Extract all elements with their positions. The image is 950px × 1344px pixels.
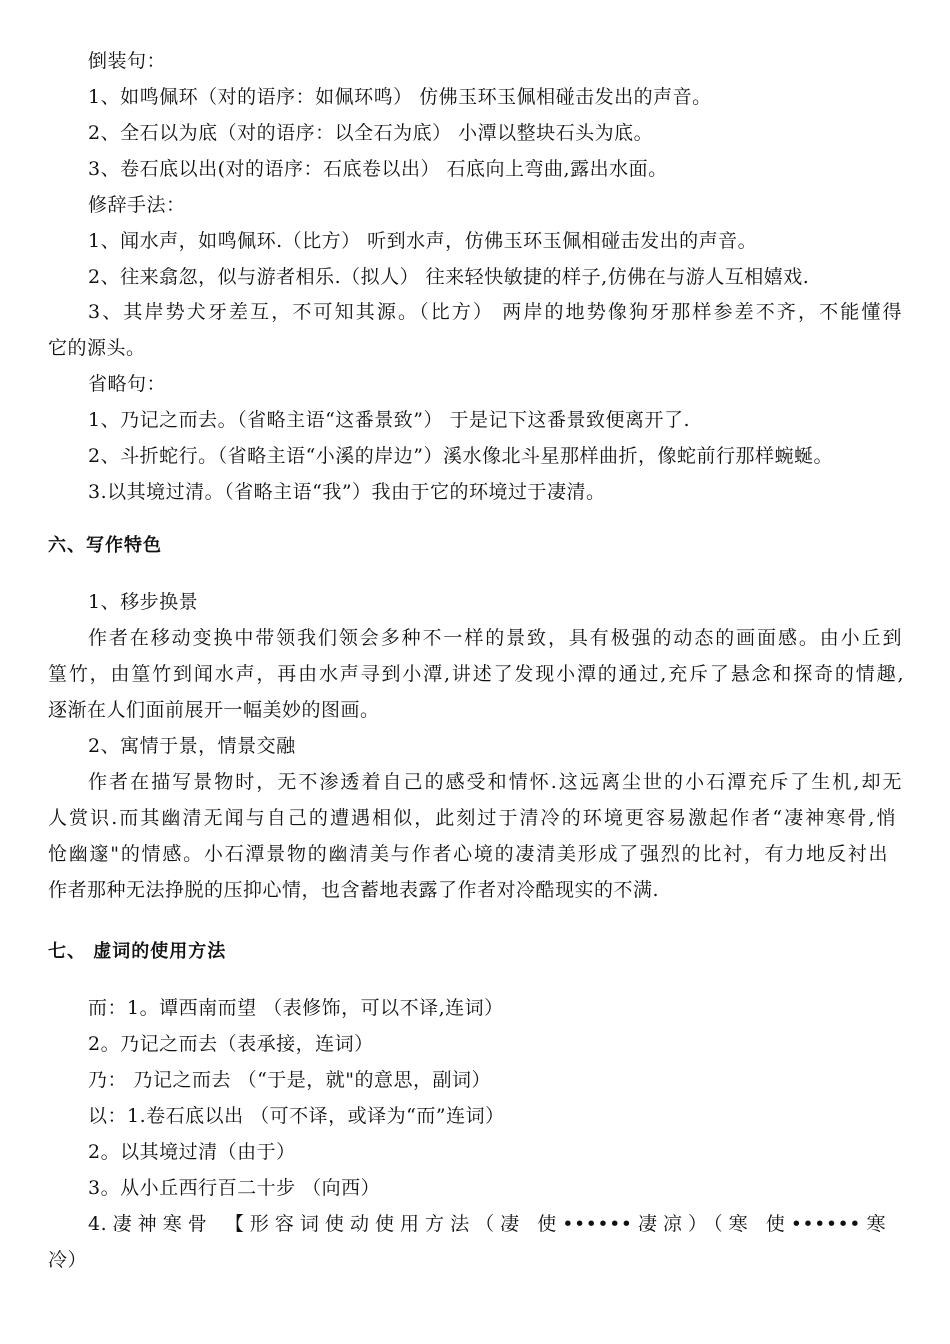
rhetoric-item-1: 1、闻水声，如鸣佩环.（比方） 听到水声，仿佛玉环玉佩相碰击发出的声音。 (88, 230, 758, 252)
function-word-line-5: 2。以其境过清（由于） (88, 1141, 296, 1163)
section-6-sub-1: 1、移步换景 (88, 591, 199, 613)
inversion-item-2: 2、全石以为底（对的语序：以全石为底） 小潭以整块石头为底。 (88, 122, 654, 144)
ellipsis-item-1: 1、乃记之而去。（省略主语“这番景致”） 于是记下这番景致便离开了. (88, 409, 691, 431)
section-6-para-2-line-2: 人赏识.而其幽清无闻与自己的遭遇相似，此刻过于清冷的环境更容易激起作者“凄神寒骨,悄 (48, 807, 896, 829)
rhetoric-item-3-line2: 它的源头。 (48, 337, 146, 359)
function-word-line-1: 而：1。谭西南而望 （表修饰，可以不译,连词） (88, 997, 504, 1019)
inversion-item-1: 1、如鸣佩环（对的语序：如佩环鸣） 仿佛玉环玉佩相碰击发出的声音。 (88, 86, 712, 108)
section-6-para-1-line-3: 逐渐在人们面前展开一幅美妙的图画。 (48, 699, 380, 721)
function-word-line-6: 3。从小丘西行百二十步 （向西） (88, 1177, 381, 1199)
function-word-line-4: 以：1.卷石底以出 （可不译，或译为“而”连词） (88, 1105, 505, 1127)
section-6-para-1-line-2: 篁竹，由篁竹到闻水声，再由水声寻到小潭,讲述了发现小潭的通过,充斥了悬念和探奇的情趣, (48, 663, 904, 685)
function-word-line-7: 4.凄神寒骨 【形容词使动使用方法（凄 使••••••凄凉）（寒 使••••••寒 (88, 1213, 886, 1235)
rhetoric-label: 修辞手法： (88, 194, 186, 216)
rhetoric-item-3-line1: 3、其岸势犬牙差互，不可知其源。（比方） 两岸的地势像狗牙那样参差不齐，不能懂得 (88, 301, 902, 323)
rhetoric-item-2: 2、往来翕忽，似与游者相乐.（拟人） 往来轻快敏捷的样子,仿佛在与游人互相嬉戏. (88, 266, 810, 288)
section-6-sub-2: 2、寓情于景，情景交融 (88, 735, 296, 757)
section-6-para-2-line-4: 作者那种无法挣脱的压抑心情，也含蓄地表露了作者对冷酷现实的不满. (48, 879, 660, 901)
ellipsis-label: 省略句： (88, 373, 167, 395)
section-6-para-1-line-1: 作者在移动变换中带领我们领会多种不一样的景致，具有极强的动态的画面感。由小丘到 (88, 627, 902, 649)
ellipsis-item-3: 3.以其境过清。（省略主语“我”）我由于它的环境过于凄清。 (88, 481, 606, 503)
section-6-heading: 六、写作特色 (48, 535, 162, 556)
inversion-label: 倒装句： (88, 50, 167, 72)
inversion-item-3: 3、卷石底以出(对的语序：石底卷以出） 石底向上弯曲,露出水面。 (88, 158, 668, 180)
section-6-para-2-line-1: 作者在描写景物时，无不渗透着自己的感受和情怀.这远离尘世的小石潭充斥了生机,却无 (88, 771, 902, 793)
function-word-line-8: 冷） (48, 1249, 88, 1271)
section-6-para-2-line-3: 怆幽邃"的情感。小石潭景物的幽清美与作者心境的凄清美形成了强烈的比衬，有力地反衬出 (48, 843, 888, 865)
ellipsis-item-2: 2、斗折蛇行。（省略主语“小溪的岸边”）溪水像北斗星那样曲折，像蛇前行那样蜿蜒。 (88, 445, 834, 467)
section-7-heading: 七、 虚词的使用方法 (48, 941, 227, 962)
function-word-line-2: 2。乃记之而去（表承接，连词） (88, 1033, 374, 1055)
function-word-line-3: 乃： 乃记之而去 （“于是，就"的意思，副词） (88, 1069, 492, 1091)
